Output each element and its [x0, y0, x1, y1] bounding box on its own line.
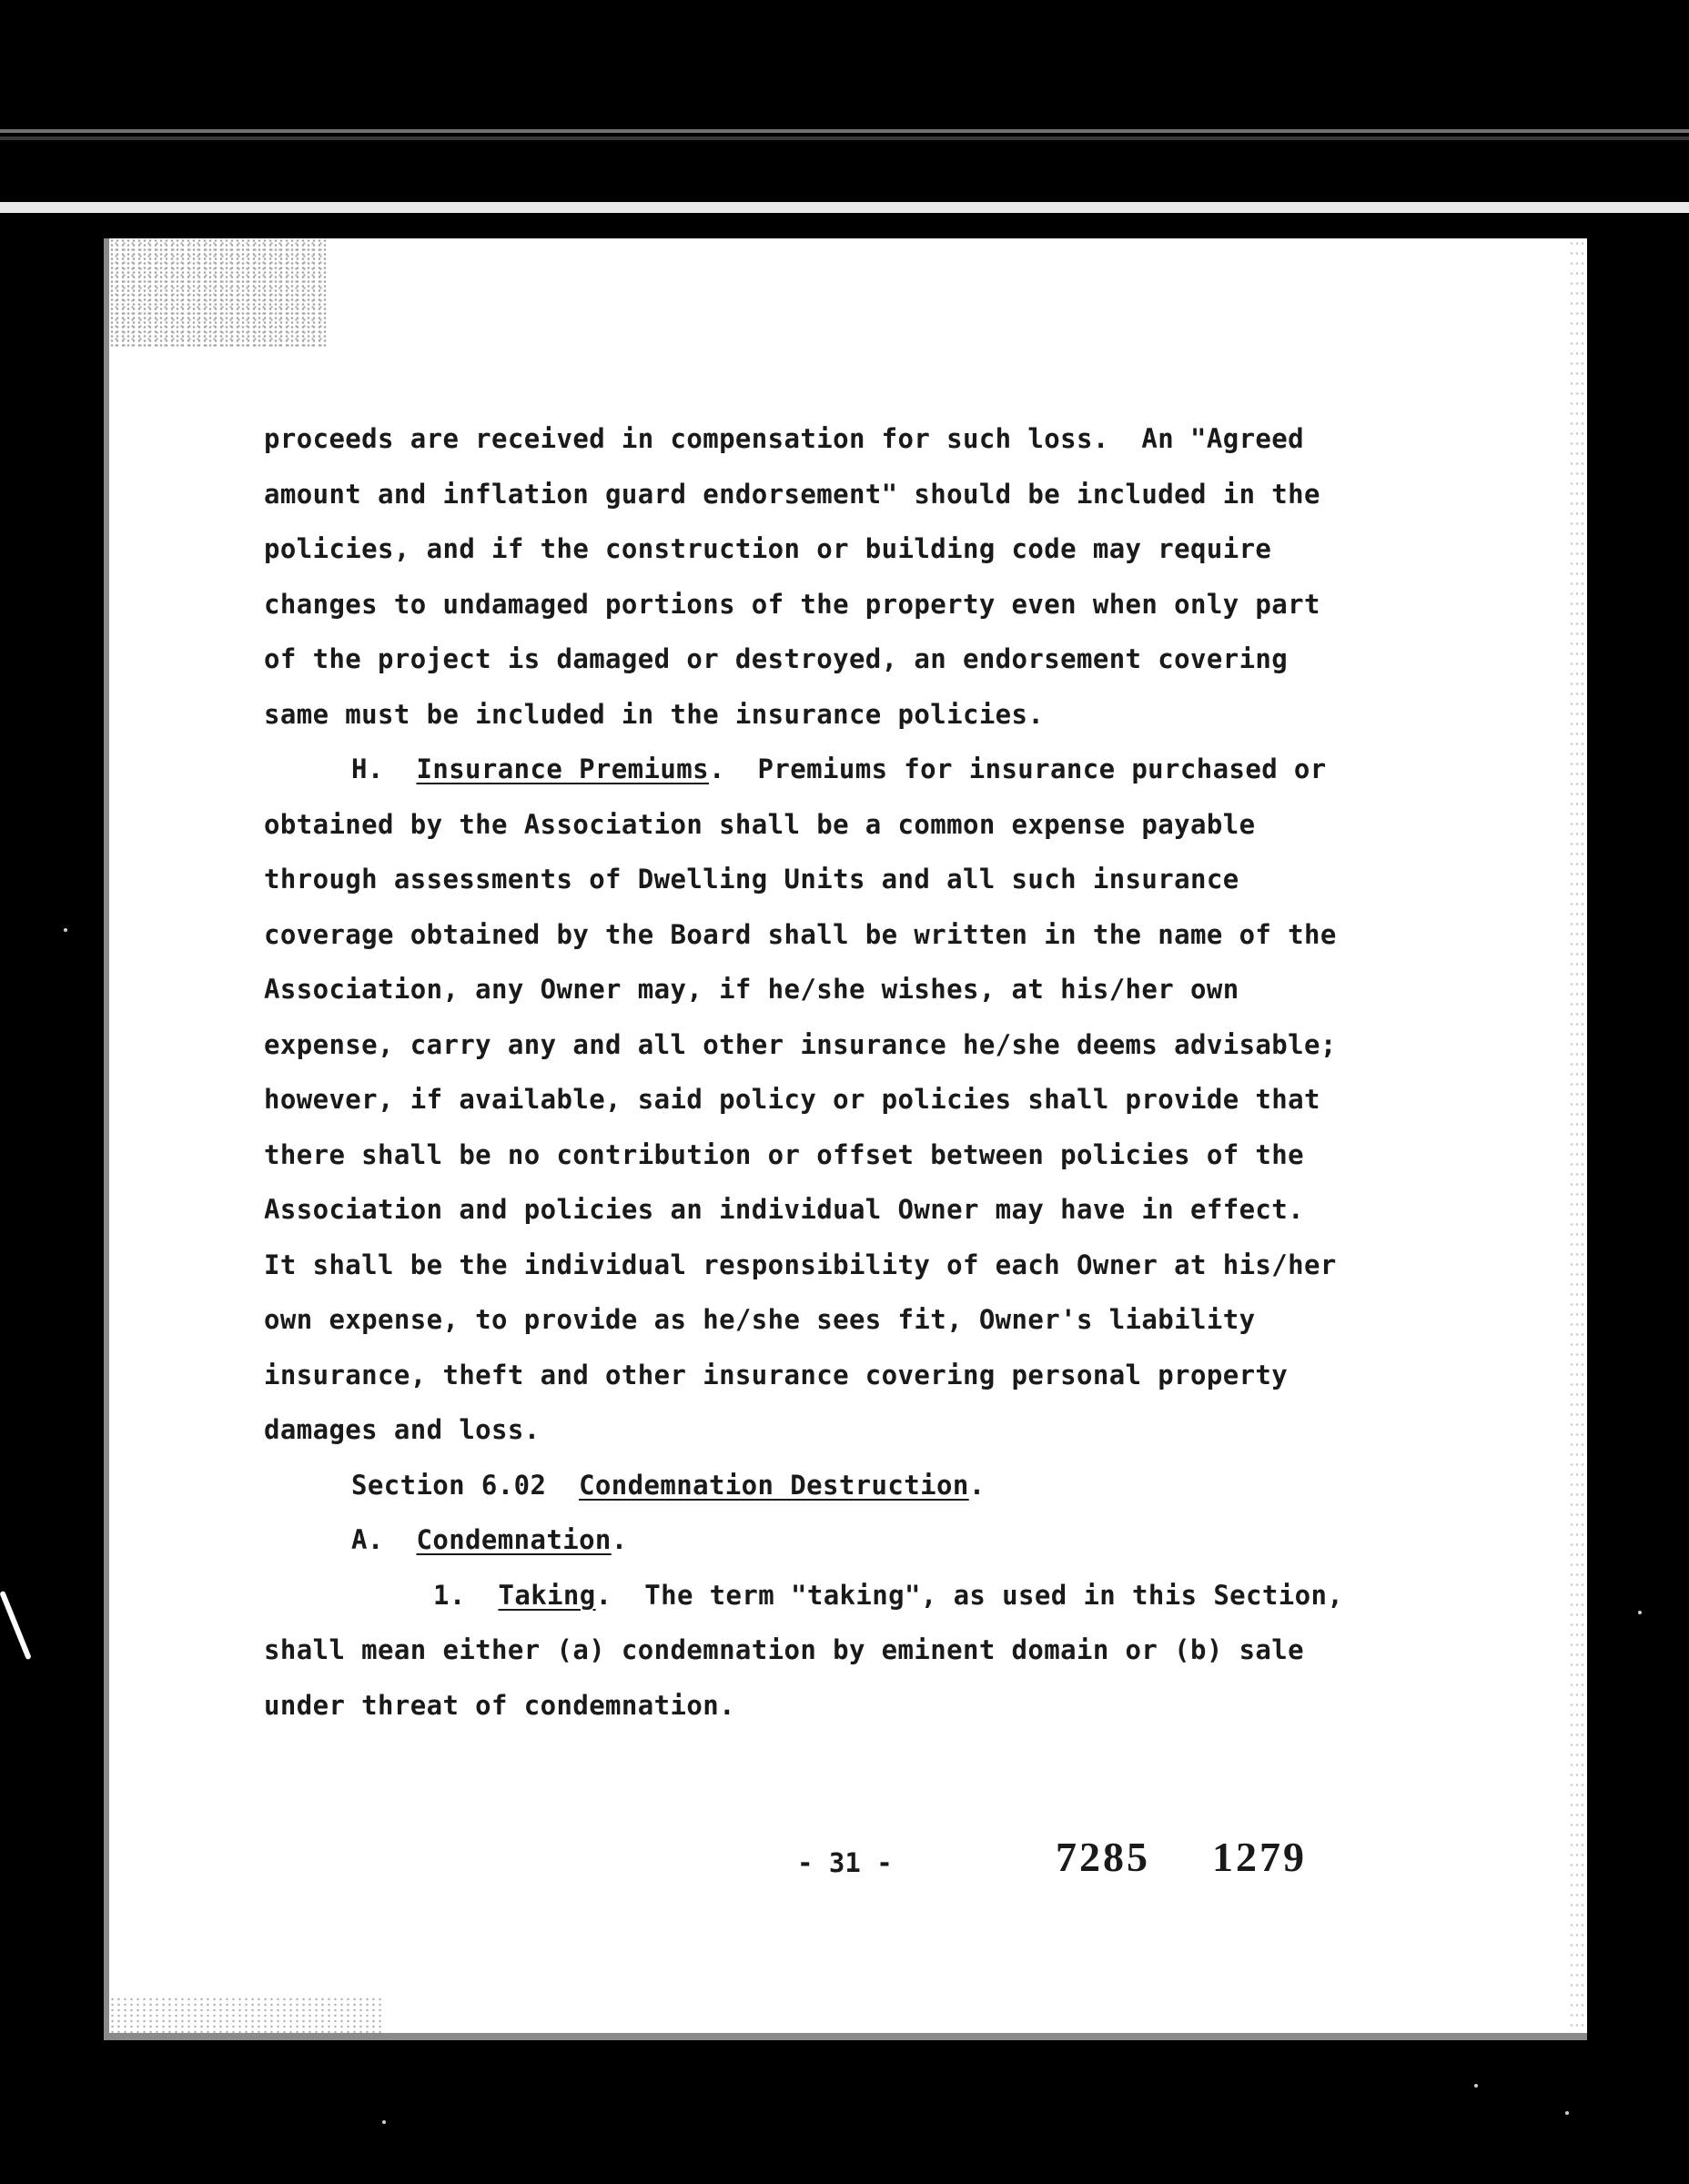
text-line: there shall be no contribution or offset between policies of the: [264, 1138, 1305, 1170]
text-line: under threat of condemnation.: [264, 1689, 735, 1721]
text-line: changes to undamaged portions of the property even when only part: [264, 588, 1320, 620]
text-line: Association and policies an individual Owner may have in effect.: [264, 1194, 1305, 1225]
section-label: Section 6.02: [351, 1469, 547, 1501]
paragraph-label: H.: [351, 753, 384, 784]
margin-scan-mark: [0, 1591, 32, 1660]
scan-line: [0, 136, 1689, 140]
text-fragment: Premiums for insurance purchased or: [757, 753, 1327, 784]
text-fragment: The term "taking", as used in this Section,: [644, 1579, 1344, 1611]
text-line: It shall be the individual responsibility of each Owner at his/her: [264, 1249, 1337, 1280]
text-line: expense, carry any and all other insurance he/she deems advisable;: [264, 1028, 1337, 1060]
text-line: damages and loss.: [264, 1414, 541, 1445]
scan-noise: [109, 1997, 382, 2033]
recording-stamp-book: 7285: [1056, 1834, 1150, 1880]
section-heading-line: Section 6.02 Condemnation Destruction.: [351, 1469, 986, 1501]
recording-stamp-page: 1279: [1212, 1834, 1307, 1880]
scan-speck: [1474, 2084, 1478, 2088]
document-page: [104, 238, 1587, 2040]
text-line: policies, and if the construction or building code may require: [264, 533, 1272, 564]
text-line: insurance, theft and other insurance covering personal property: [264, 1359, 1289, 1390]
text-line: of the project is damaged or destroyed, an endorsement covering: [264, 643, 1289, 674]
scan-line: [0, 129, 1689, 133]
scan-noise: [109, 238, 328, 348]
body-text: [264, 411, 1556, 1733]
item-heading-line: 1. Taking. The term "taking", as used in this Section,: [433, 1579, 1344, 1611]
scan-noise: [1569, 238, 1587, 2033]
text-line: proceeds are received in compensation for such loss. An "Agreed: [264, 423, 1305, 454]
paragraph-heading-line: H. Insurance Premiums. Premiums for insurance purchased or: [351, 753, 1327, 784]
text-line: obtained by the Association shall be a common expense payable: [264, 808, 1256, 840]
text-line: however, if available, said policy or policies shall provide that: [264, 1084, 1320, 1115]
section-title: Condemnation Destruction: [579, 1469, 969, 1501]
text-line: coverage obtained by the Board shall be written in the name of the: [264, 918, 1337, 950]
text-line: amount and inflation guard endorsement" should be included in the: [264, 478, 1320, 510]
scan-top-border: [0, 0, 1689, 205]
item-label: 1.: [433, 1579, 466, 1611]
subsection-title: Condemnation: [416, 1524, 612, 1555]
text-line: Association, any Owner may, if he/she wishes, at his/her own: [264, 974, 1239, 1005]
scan-speck: [64, 928, 67, 932]
text-line: own expense, to provide as he/she sees fit, Owner's liability: [264, 1304, 1256, 1335]
scan-speck: [1638, 1611, 1642, 1614]
item-title: Taking: [498, 1579, 596, 1611]
scan-speck: [1565, 2111, 1569, 2115]
subsection-heading-line: A. Condemnation.: [351, 1524, 628, 1555]
scan-top-strip: [0, 202, 1689, 213]
text-line: through assessments of Dwelling Units and all such insurance: [264, 864, 1239, 895]
paragraph-heading: Insurance Premiums: [416, 753, 709, 784]
scan-speck: [382, 2120, 386, 2124]
subsection-label: A.: [351, 1524, 384, 1555]
text-line: same must be included in the insurance policies.: [264, 698, 1045, 730]
page-number: - 31 -: [797, 1847, 893, 1878]
text-line: shall mean either (a) condemnation by eminent domain or (b) sale: [264, 1634, 1305, 1665]
